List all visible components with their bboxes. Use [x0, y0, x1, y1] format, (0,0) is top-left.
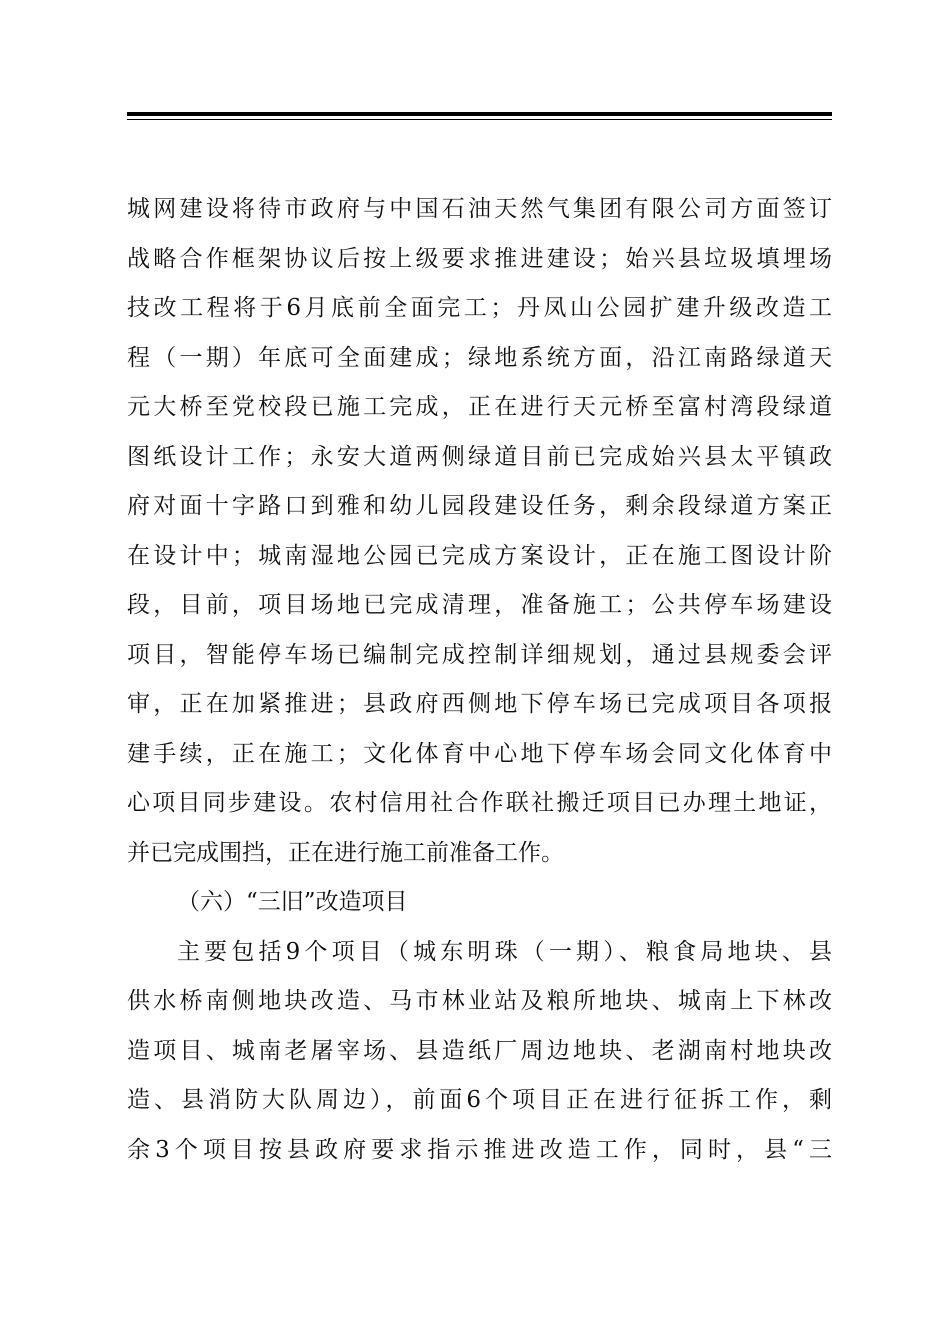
- text-line: 程（一期）年底可全面建成；绿地系统方面，沿江南路绿道天: [127, 344, 832, 371]
- text-line: 余3个项目按县政府要求指示推进改造工作，同时，县“三: [127, 1136, 832, 1163]
- text-line: 并已完成围挡，正在进行施工前准备工作。: [127, 839, 564, 866]
- text-line: 元大桥至党校段已施工完成，正在进行天元桥至富村湾段绿道: [127, 394, 832, 420]
- text-line: 在设计中；城南湿地公园已完成方案设计，正在施工图设计阶: [127, 542, 832, 569]
- text-line: 造、县消防大队周边），前面6个项目正在进行征拆工作，剩: [127, 1087, 832, 1113]
- text-line: 技改工程将于6月底前全面完工；丹凤山公园扩建升级改造工: [127, 295, 832, 321]
- section-heading: （六）“三旧”改造项目: [177, 889, 408, 915]
- text-line: 府对面十字路口到雅和幼儿园段建设任务，剩余段绿道方案正: [127, 493, 832, 519]
- text-line: 心项目同步建设。农村信用社合作联社搬迁项目已办理土地证，: [127, 790, 832, 816]
- text-line: 建手续，正在施工；文化体育中心地下停车场会同文化体育中: [127, 740, 832, 767]
- header-rule-thin: [127, 119, 832, 120]
- text-line: 段，目前，项目场地已完成清理，准备施工；公共停车场建设: [127, 592, 832, 618]
- text-line: 主要包括9个项目（城东明珠（一期）、粮食局地块、县: [177, 938, 832, 965]
- text-line: 造项目、城南老屠宰场、县造纸厂周边地块、老湖南村地块改: [127, 1037, 832, 1064]
- text-line: 项目，智能停车场已编制完成控制详细规划，通过县规委会评: [127, 641, 832, 668]
- header-rule-thick: [127, 112, 832, 116]
- document-body: [127, 185, 832, 1175]
- text-line: 供水桥南侧地块改造、马市林业站及粮所地块、城南上下林改: [127, 988, 832, 1014]
- text-line: 审，正在加紧推进；县政府西侧地下停车场已完成项目各项报: [127, 691, 832, 717]
- text-line: 战略合作框架协议后按上级要求推进建设；始兴县垃圾填埋场: [127, 245, 832, 272]
- text-line: 图纸设计工作；永安大道两侧绿道目前已完成始兴县太平镇政: [127, 443, 832, 470]
- text-line: 城网建设将待市政府与中国石油天然气集团有限公司方面签订: [127, 196, 832, 222]
